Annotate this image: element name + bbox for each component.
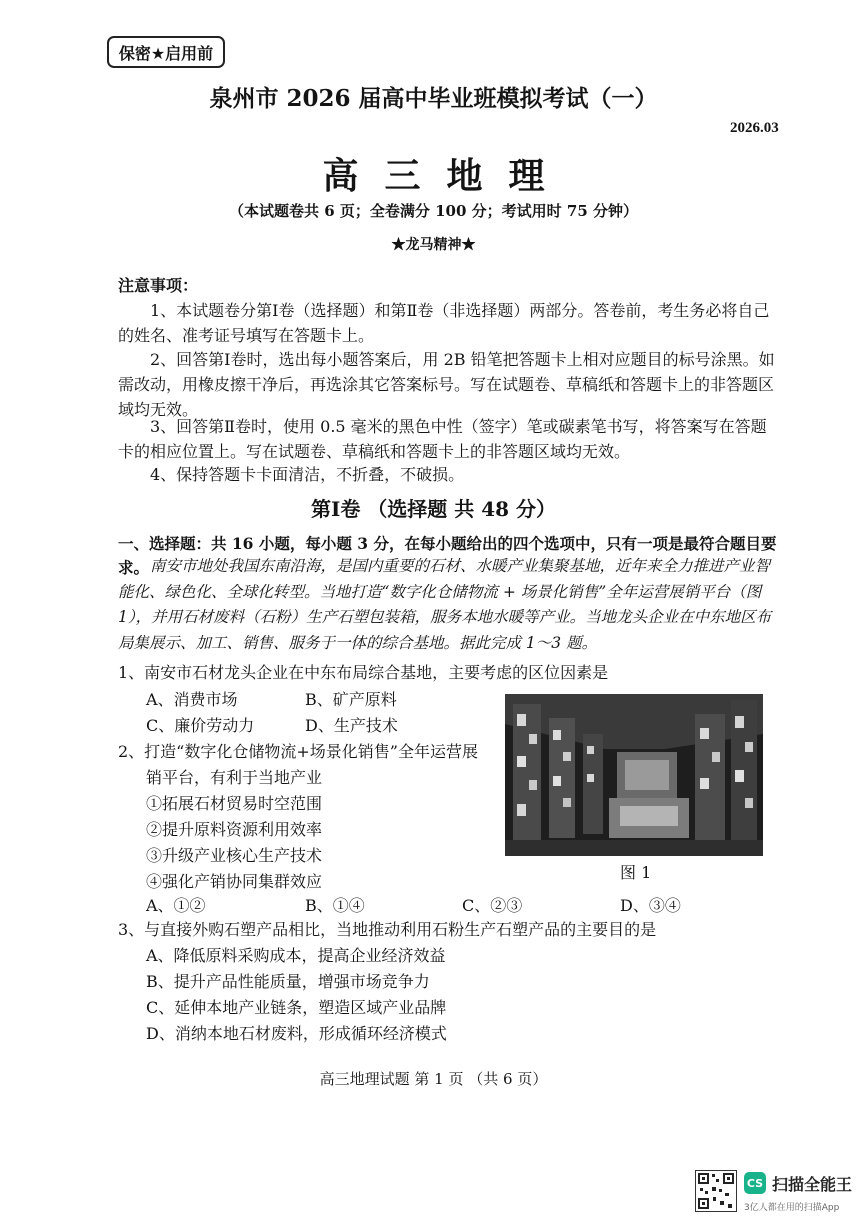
q2-statement-3: ③升级产业核心生产技术 (146, 846, 323, 865)
q1-option-b[interactable]: B、矿产原料 (305, 690, 397, 709)
question-3-stem: 3、与直接外购石塑产品相比，当地推动利用石粉生产石塑产品的主要目的是 (118, 920, 657, 939)
section-instruction: 一、选择题：共 16 小题，每小题 3 分，在每小题给出的四个选项中，只有一项是最符合题目要求。 (118, 534, 777, 577)
section-title: 第Ⅰ卷 （选择题 共 48 分） (310, 497, 557, 521)
q1-option-a[interactable]: A、消费市场 (146, 690, 238, 709)
note-item: 4、保持答题卡卡面清洁，不折叠，不破损。 (150, 465, 465, 484)
q2-option-c[interactable]: C、②③ (462, 896, 523, 915)
q2-option-a[interactable]: A、①② (146, 896, 206, 915)
q1-option-d[interactable]: D、生产技术 (305, 716, 398, 735)
q2-option-b[interactable]: B、①④ (305, 896, 365, 915)
note-item: 2、回答第Ⅰ卷时，选出每小题答案后，用 2B 铅笔把答题卡上相对应题目的标号涂黑。如需改动，用橡皮擦干净后，再选涂其它答案标号。写在试题卷、草稿纸和答题卡上的非答题区域均无效。 (118, 350, 775, 419)
camscanner-name: 扫描全能王 (772, 1175, 853, 1194)
figure-1-photo (505, 694, 763, 856)
q3-option-a[interactable]: A、降低原料采购成本，提高企业经济效益 (146, 946, 446, 965)
q2-statement-4: ④强化产销协同集群效应 (146, 872, 323, 891)
figure-1-caption: 图 1 (620, 863, 652, 882)
q3-option-c[interactable]: C、延伸本地产业链条，塑造区域产业品牌 (146, 998, 447, 1017)
motto: ★龙马精神★ (391, 237, 476, 253)
q1-option-c[interactable]: C、廉价劳动力 (146, 716, 255, 735)
q3-option-d[interactable]: D、消纳本地石材废料，形成循环经济模式 (146, 1024, 447, 1043)
question-2-stem-line2: 销平台，有利于当地产业 (146, 768, 323, 787)
reading-material: 南安市地处我国东南沿海，是国内重要的石材、水暖产业集聚基地，近年来全力推进产业智能化、绿色化、全球化转型。当地打造“数字化仓储物流 + 场景化销售”全年运营展销平台（图 1），并用石材废料（石粉）生产石塑包装箱，服务本地水暖等产业。当地龙头企业在中东地区布局集展示、加工、销售、服务于一体的综合基地。据此完成 1～3 题。 (118, 557, 772, 652)
notes-heading: 注意事项： (118, 276, 199, 295)
q2-statement-1: ①拓展石材贸易时空范围 (146, 794, 323, 813)
note-item: 3、回答第Ⅱ卷时，使用 0.5 毫米的黑色中性（签字）笔或碳素笔书写，将答案写在答题卡的相应位置上。写在试题卷、草稿纸和答题卡上的非答题区域均无效。 (118, 417, 767, 461)
exam-title: 泉州市 2026 届高中毕业班模拟考试（一） (209, 85, 658, 112)
camscanner-logo-icon: CS (744, 1172, 766, 1194)
subject-title: 高三地理 (322, 155, 571, 197)
q2-option-d[interactable]: D、③④ (620, 896, 681, 915)
q2-statement-2: ②提升原料资源利用效率 (146, 820, 323, 839)
question-2-stem-line1: 2、打造“数字化仓储物流+场景化销售”全年运营展 (118, 742, 478, 761)
page-footer: 高三地理试题 第 1 页 （共 6 页） (319, 1070, 548, 1088)
question-1-stem: 1、南安市石材龙头企业在中东布局综合基地，主要考虑的区位因素是 (118, 663, 609, 682)
camscanner-tagline: 3亿人都在用的扫描App (744, 1203, 840, 1213)
qr-code-icon (695, 1170, 737, 1212)
note-item: 1、本试题卷分第Ⅰ卷（选择题）和第Ⅱ卷（非选择题）两部分。答卷前，考生务必将自己的姓名、准考证号填写在答题卡上。 (118, 301, 770, 345)
exam-info: （本试题卷共 6 页；全卷满分 100 分；考试用时 75 分钟） (229, 202, 638, 220)
exam-date: 2026.03 (730, 120, 779, 136)
q3-option-b[interactable]: B、提升产品性能质量，增强市场竞争力 (146, 972, 430, 991)
confidential-badge: 保密★启用前 (107, 36, 225, 68)
